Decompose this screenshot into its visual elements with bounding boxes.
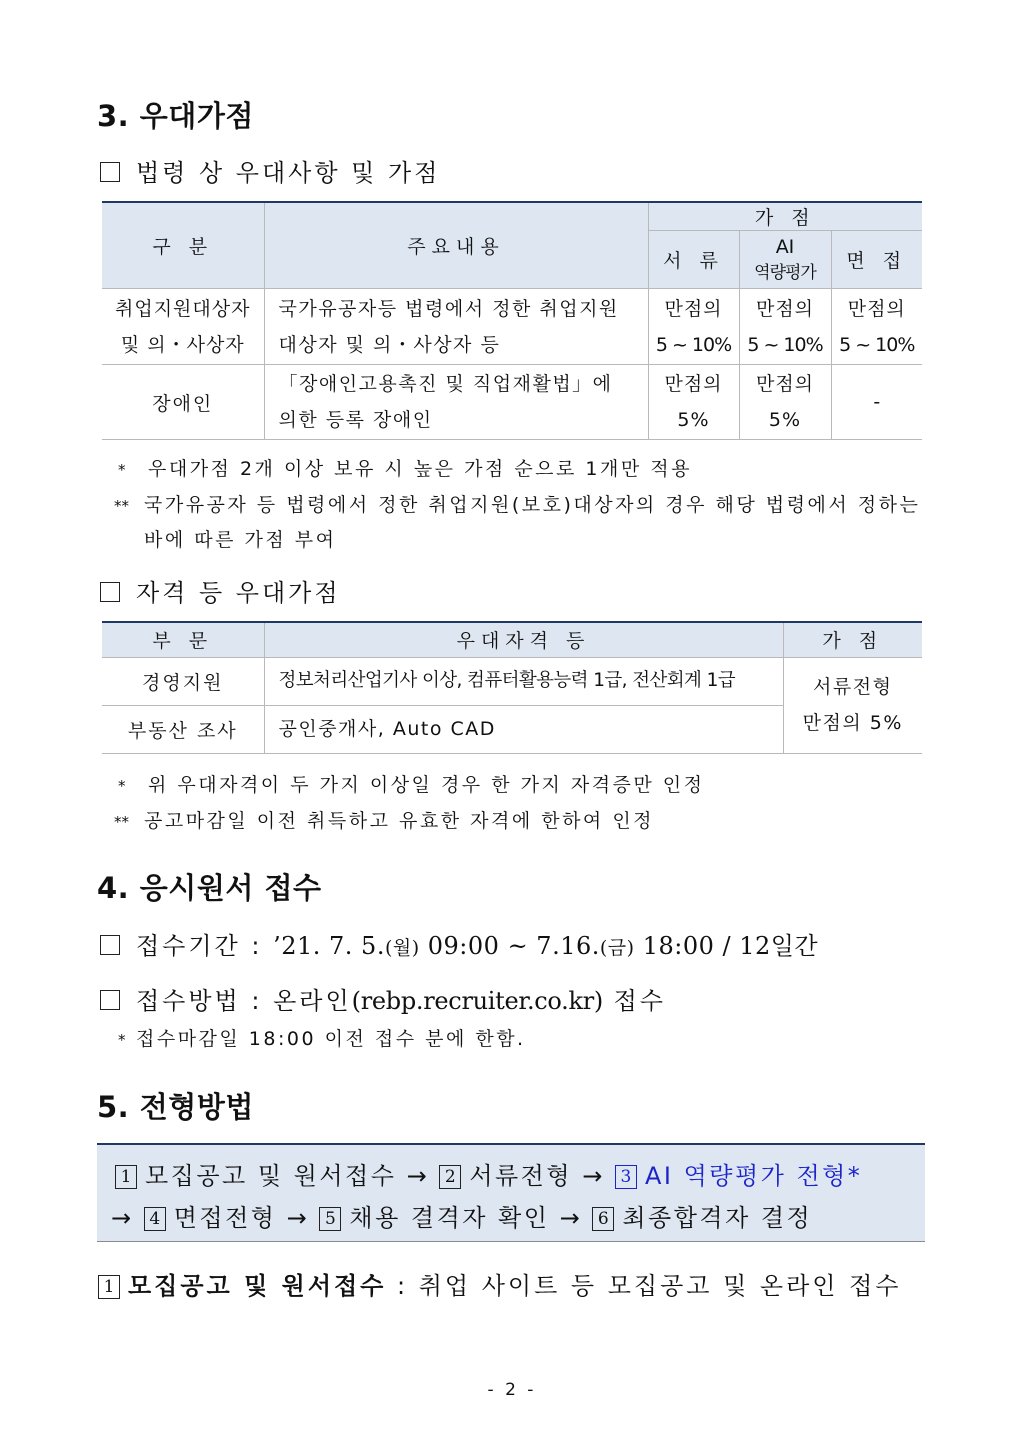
footnote: * 위 우대자격이 두 가지 이상일 경우 한 가지 자격증만 인정: [118, 774, 705, 796]
row-main-content: 「장애인고용촉진 및 직업재활법」에 의한 등록 장애인: [264, 365, 648, 440]
application-site-url: (rebp.recruiter.co.kr): [351, 987, 603, 1015]
header-main-content: 주요내용: [264, 202, 648, 289]
section-3-title: 3. 우대가점: [97, 99, 254, 133]
header-bonus: 가 점: [783, 622, 922, 657]
square-bullet-icon: [100, 582, 120, 602]
arrow-icon: →: [111, 1204, 134, 1232]
table-row: [102, 657, 922, 705]
flow-line: → 4 면접전형 → 5 채용 결격자 확인 → 6 최종합격자 결정: [111, 1204, 813, 1232]
footnote: * 우대가점 2개 이상 보유 시 높은 가점 순으로 1개만 적용: [118, 458, 692, 480]
square-bullet-icon: [100, 162, 120, 182]
header-interview: 면 접: [831, 231, 922, 289]
header-qualification: 우대자격 등: [264, 622, 783, 657]
row-gubun: 장애인: [102, 365, 264, 440]
square-bullet-icon: [100, 990, 120, 1010]
footnote-continuation: 바에 따른 가점 부여: [144, 529, 337, 551]
flow-step: 채용 결격자 확인: [349, 1204, 550, 1232]
subsection-qualification-bonus: 자격 등 우대가점: [100, 573, 341, 608]
subsection-legal-bonus: 법령 상 우대사항 및 가점: [100, 153, 440, 188]
row-qualification: 공인중개사, Auto CAD: [264, 705, 783, 753]
row-division: 경영지원: [102, 657, 264, 705]
page-number: - 2 -: [487, 1380, 537, 1400]
step-1-description: 1 모집공고 및 원서접수 : 취업 사이트 등 모집공고 및 온라인 접수: [98, 1266, 901, 1301]
flow-step-highlight: AI 역량평가 전형*: [644, 1162, 863, 1190]
row-document-bonus: 만점의 5 ~ 10%: [648, 289, 739, 365]
header-division: 부 문: [102, 622, 264, 657]
row-document-bonus: 만점의 5%: [648, 365, 739, 440]
application-method: 접수방법 : 온라인(rebp.recruiter.co.kr) 접수: [100, 981, 666, 1016]
row-gubun: 취업지원대상자 및 의・사상자: [102, 289, 264, 365]
flow-step: 서류전형: [469, 1162, 573, 1190]
flow-step: 모집공고 및 원서접수: [145, 1162, 397, 1190]
flow-step: 면접전형: [173, 1204, 277, 1232]
section-5-title: 5. 전형방법: [97, 1090, 254, 1124]
section-4-title: 4. 응시원서 접수: [97, 871, 322, 905]
header-bonus: 가 점: [648, 202, 922, 231]
row-ai-bonus: 만점의 5%: [739, 365, 831, 440]
header-document: 서 류: [648, 231, 739, 289]
row-ai-bonus: 만점의 5 ~ 10%: [739, 289, 831, 365]
arrow-icon: →: [406, 1162, 430, 1190]
arrow-icon: →: [582, 1162, 605, 1190]
square-bullet-icon: [100, 935, 120, 955]
row-bonus: 서류전형 만점의 5%: [783, 657, 922, 753]
flow-line: 1 모집공고 및 원서접수 → 2 서류전형 → 3 AI 역량평가 전형*: [115, 1155, 925, 1197]
footnote: * 접수마감일 18:00 이전 접수 분에 한함.: [118, 1028, 526, 1050]
row-qualification: 정보처리산업기사 이상, 컴퓨터활용능력 1급, 전산회계 1급: [264, 657, 783, 705]
flow-step: 최종합격자 결정: [622, 1204, 813, 1232]
arrow-icon: →: [286, 1204, 310, 1232]
legal-bonus-table: [102, 201, 922, 440]
selection-process-flow: [97, 1143, 925, 1242]
table-row: [102, 289, 922, 365]
row-interview-bonus: -: [831, 365, 922, 440]
row-interview-bonus: 만점의 5 ~ 10%: [831, 289, 922, 365]
row-division: 부동산 조사: [102, 705, 264, 753]
header-gubun: 구 분: [102, 202, 264, 289]
row-main-content: 국가유공자등 법령에서 정한 취업지원 대상자 및 의・사상자 등: [264, 289, 648, 365]
application-period: 접수기간 : ’21. 7. 5.(월) 09:00 ~ 7.16.(금) 18:00 / 12일간: [100, 926, 818, 961]
footnote: ** 공고마감일 이전 취득하고 유효한 자격에 한하여 인정: [114, 810, 655, 832]
qualification-bonus-table: [102, 621, 922, 754]
table-row: [102, 365, 922, 440]
footnote: ** 국가유공자 등 법령에서 정한 취업지원(보호)대상자의 경우 해당 법령에서 정하는: [114, 494, 921, 516]
arrow-icon: →: [559, 1204, 583, 1232]
header-ai-assessment: AI 역량평가: [739, 231, 831, 289]
